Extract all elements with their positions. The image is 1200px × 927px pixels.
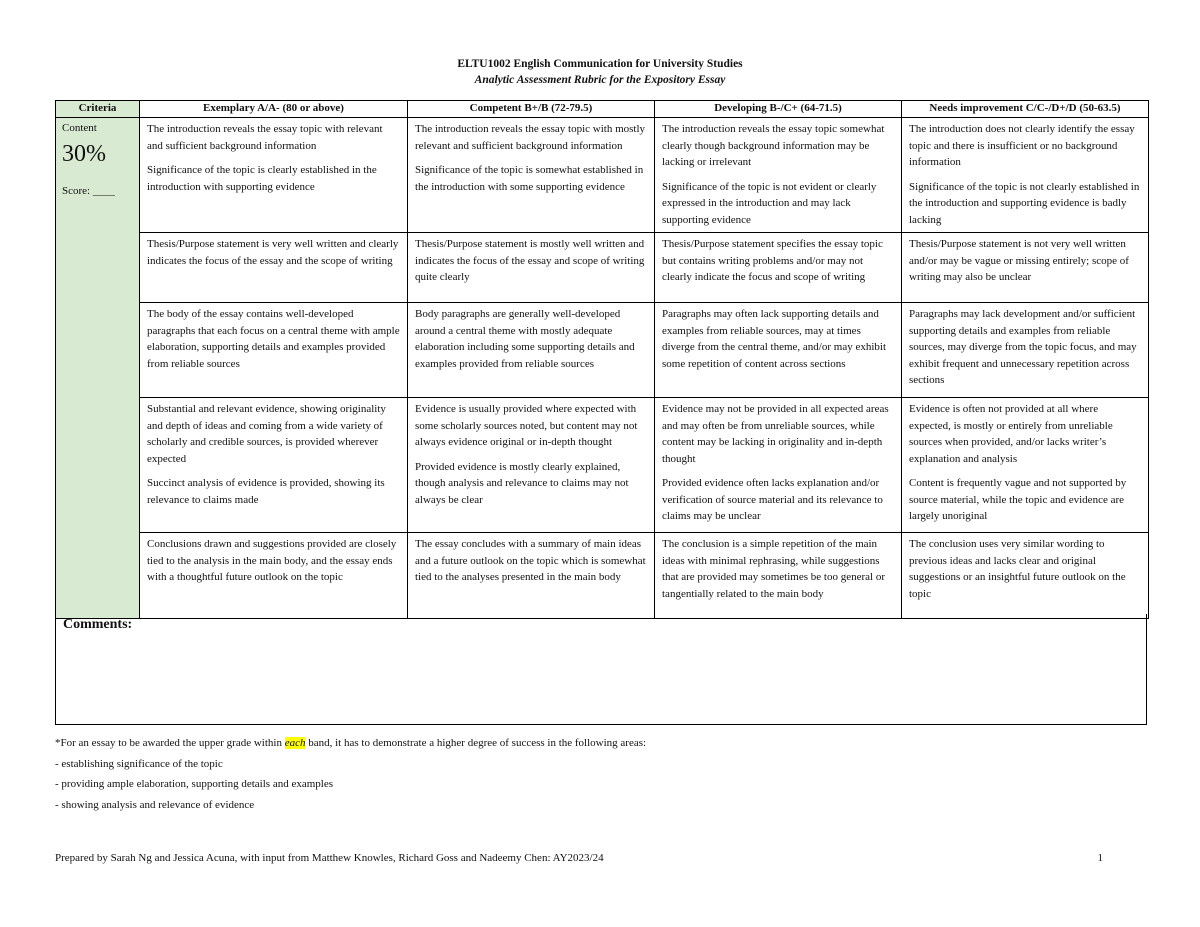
descriptor: Paragraphs may often lack supporting details and examples from reliable sources, may at times diverge from the central theme, and/or may exhibit some repetition of content across sections <box>662 308 886 370</box>
cell-exemplary <box>140 398 408 533</box>
header-developing: Developing B-/C+ (64-71.5) <box>655 101 902 118</box>
cell-developing <box>655 118 902 233</box>
rubric-header-row <box>56 101 1149 118</box>
descriptor: Thesis/Purpose statement is not very well written and/or may be vague or missing entirely; scope of writing may also be unclear <box>909 238 1129 283</box>
descriptor: Significance of the topic is somewhat established in the introduction with some supporting evidence <box>415 164 644 193</box>
note-item: - establishing significance of the topic <box>55 757 223 770</box>
cell-developing <box>655 533 902 619</box>
cell-exemplary <box>140 533 408 619</box>
descriptor: Body paragraphs are generally well-developed around a central theme with mostly adequate elaboration including some supporting details and examples provided from reliable sources <box>415 308 635 370</box>
cell-needs-improvement <box>902 118 1149 233</box>
note-intro-before: *For an essay to be awarded the upper grade within <box>55 737 285 749</box>
cell-needs-improvement <box>902 233 1149 303</box>
descriptor: Evidence is usually provided where expected with some scholarly sources noted, but content may not always evidence original or in-depth thought <box>415 403 638 448</box>
criterion-weight: 30% <box>62 140 106 167</box>
cell-exemplary <box>140 303 408 398</box>
descriptor: Paragraphs may lack development and/or sufficient supporting details and examples from reliable sources, may diverge from the topic focus, and may exhibit frequent and unnecessary repetition across sections <box>909 308 1137 386</box>
criterion-name: Content <box>62 122 97 134</box>
descriptor: Evidence may not be provided in all expected areas and may often be from unreliable sources, while content may be lacking in originality and in-depth thought <box>662 403 889 465</box>
cell-developing <box>655 398 902 533</box>
header-competent: Competent B+/B (72-79.5) <box>408 101 655 118</box>
cell-exemplary <box>140 118 408 233</box>
rubric-row-body <box>56 303 1149 398</box>
descriptor: The conclusion uses very similar wording to previous ideas and lacks clear and original suggestions or an insightful future outlook on the topic <box>909 538 1126 600</box>
descriptor: Succinct analysis of evidence is provided, showing its relevance to claims made <box>147 477 385 506</box>
descriptor: Thesis/Purpose statement is very well written and clearly indicates the focus of the essay and the scope of writing <box>147 238 399 267</box>
rubric-row-evidence <box>56 398 1149 533</box>
cell-developing <box>655 233 902 303</box>
cell-needs-improvement <box>902 533 1149 619</box>
prepared-by: Prepared by Sarah Ng and Jessica Acuna, with input from Matthew Knowles, Richard Goss and Nadeemy Chen: AY2023/24 <box>55 852 604 864</box>
descriptor: The conclusion is a simple repetition of the main ideas with minimal rephrasing, while suggestions that are provided may sometimes be too general or tangentially related to the main body <box>662 538 885 600</box>
descriptor: Significance of the topic is clearly established in the introduction with supporting evidence <box>147 164 377 193</box>
cell-competent <box>408 533 655 619</box>
title-line-rubric: Analytic Assessment Rubric for the Expository Essay <box>474 74 726 86</box>
descriptor: The introduction reveals the essay topic with mostly relevant and sufficient background information <box>415 123 646 152</box>
descriptor: Thesis/Purpose statement specifies the essay topic but contains writing problems and/or may not clearly indicate the focus and scope of writing <box>662 238 883 283</box>
header-criteria: Criteria <box>56 101 140 118</box>
descriptor: Provided evidence often lacks explanation and/or verification of source material and its relevance to claims may be unclear <box>662 477 883 522</box>
descriptor: Significance of the topic is not clearly established in the introduction and supporting evidence is badly lacking <box>909 180 1140 226</box>
page-footer <box>55 852 1148 864</box>
header-exemplary: Exemplary A/A- (80 or above) <box>140 101 408 118</box>
descriptor: The body of the essay contains well-developed paragraphs that each focus on a central theme with ample elaboration, supporting details and examples provided from reliable sources <box>147 308 400 370</box>
comments-box[interactable] <box>55 614 1147 725</box>
cell-needs-improvement <box>902 398 1149 533</box>
descriptor: The introduction reveals the essay topic with relevant and sufficient background information <box>147 123 383 152</box>
cell-competent <box>408 303 655 398</box>
note-intro-after: band, it has to demonstrate a higher degree of success in the following areas: <box>305 737 647 749</box>
cell-competent <box>408 118 655 233</box>
criterion-cell <box>56 118 140 619</box>
rubric-row-introduction <box>56 118 1149 233</box>
cell-competent <box>408 398 655 533</box>
grading-note <box>55 733 646 815</box>
comments-label: Comments: <box>63 617 133 632</box>
page-number: 1 <box>1097 852 1103 864</box>
cell-developing <box>655 303 902 398</box>
document-title <box>0 56 1200 88</box>
note-intro <box>55 733 646 754</box>
highlighted-word: each <box>284 737 306 749</box>
descriptor: Evidence is often not provided at all where expected, is mostly or entirely from unreliable sources when provided, and/or lacks writer’s explanation and analysis <box>909 403 1113 465</box>
descriptor: Conclusions drawn and suggestions provided are closely tied to the analysis in the main body, and the essay ends with a thoughtful future outlook on the topic <box>147 538 397 583</box>
cell-needs-improvement <box>902 303 1149 398</box>
cell-exemplary <box>140 233 408 303</box>
note-item: - showing analysis and relevance of evidence <box>55 798 255 811</box>
descriptor: Substantial and relevant evidence, showing originality and depth of ideas and coming from a wide variety of scholarly and credible sources, is provided wherever expected <box>147 403 386 465</box>
descriptor: The introduction reveals the essay topic somewhat clearly though background information may be lacking or irrelevant <box>662 123 885 168</box>
descriptor: Provided evidence is mostly clearly explained, though analysis and relevance to claims may not always be clear <box>415 460 629 506</box>
descriptor: Thesis/Purpose statement is mostly well written and indicates the focus of the essay and scope of writing quite clearly <box>415 238 645 283</box>
criterion-score-field[interactable]: Score: ____ <box>62 184 115 197</box>
title-line-course: ELTU1002 English Communication for University Studies <box>457 58 743 70</box>
cell-competent <box>408 233 655 303</box>
note-item: - providing ample elaboration, supporting details and examples <box>55 778 333 790</box>
descriptor: The introduction does not clearly identify the essay topic and there is insufficient or no background information <box>909 123 1135 168</box>
rubric-row-conclusion <box>56 533 1149 619</box>
descriptor: Significance of the topic is not evident or clearly expressed in the introduction and may lack supporting evidence <box>662 180 877 226</box>
descriptor: Content is frequently vague and not supported by source material, while the topic and evidence are largely unoriginal <box>909 477 1127 522</box>
descriptor: The essay concludes with a summary of main ideas and a future outlook on the topic which is somewhat tied to the analyses presented in the main body <box>415 538 646 583</box>
rubric-row-thesis <box>56 233 1149 303</box>
rubric-table <box>55 100 1149 619</box>
header-needs-improvement: Needs improvement C/C-/D+/D (50-63.5) <box>902 101 1149 118</box>
